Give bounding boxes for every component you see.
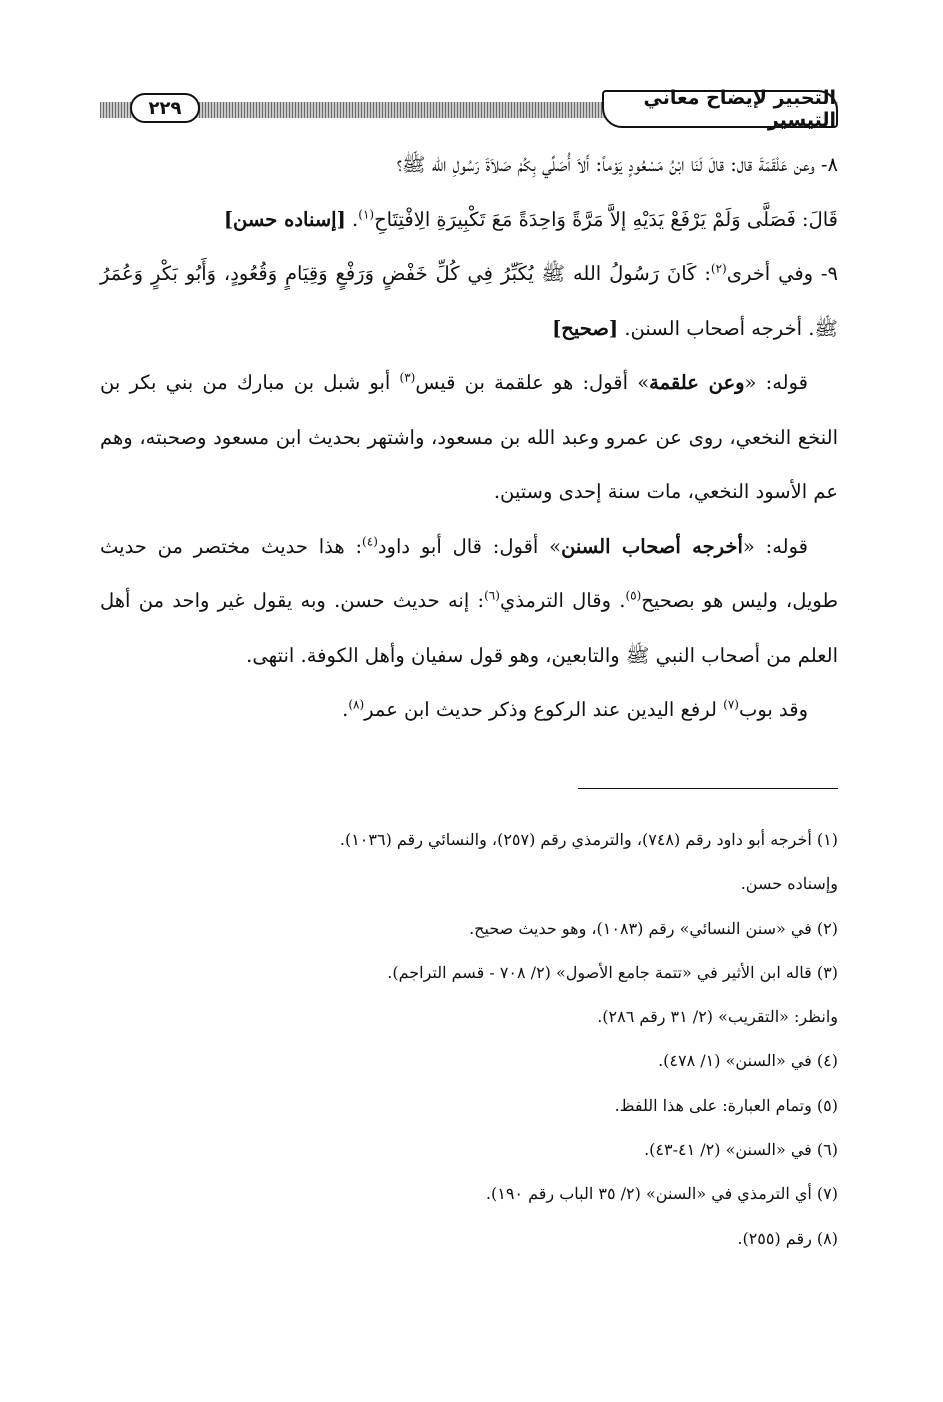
commentary-1-mid: » أقول: هو علقمة بن قيس — [415, 371, 650, 394]
footnote-ref-4[interactable]: (٤) — [362, 534, 378, 548]
hadith-9 — [100, 247, 838, 356]
hadith-9-text: : كَانَ رَسُولُ الله ﷺ يُكَبِّرُ فِي كُلِّ خَفْضٍ وَرَفْعٍ وَقِيَامٍ وَقُعُودٍ، وَأَبُو بَكْرٍ وَعُمَرُ ﷺ. أخرجه أصحاب السنن. — [100, 262, 838, 340]
footnote-1-cont: وإسناده حسن. — [740, 874, 838, 894]
footnote-ref-1[interactable]: (١) — [358, 207, 375, 221]
hadith-8: ٨- وعن عَلْقَمَةَ قال: قالَ لَنَا ابْنُ مَسْعُودٍ يَوْماً: أَلاَ أُصَلِّي بِكُمْ صَلاَةَ رَسُولِ الله ﷺ؟ قَالَ: فَصَلَّى وَلَمْ يَرْفَعْ يَدَيْهِ إلاَّ مَرَّةً وَاحِدَةً مَعَ تَكْبِيرَةِ الِافْتِتَاحِ$^{(١)}$. [إسناده حسن] — [223, 153, 838, 231]
commentary-alqama — [100, 356, 838, 520]
commentary-3-prefix: وقد بوب — [738, 698, 808, 721]
footnote-ref-7[interactable]: (٧) — [723, 697, 739, 712]
footnote-separator — [578, 788, 838, 789]
hadith-9-label: ٩- وفي أخرى — [726, 262, 838, 285]
book-title: التحبير لإيضاح معاني التيسير — [602, 90, 838, 128]
footnote-5: (٥) وتمام العبارة: على هذا اللفظ. — [614, 1095, 838, 1115]
footnote-1: (١) أخرجه أبو داود رقم (٧٤٨)، والترمذي رقم (٢٥٧)، والنسائي رقم (١٠٣٦). — [339, 830, 838, 849]
footnote-3: (٣) قاله ابن الأثير في «تتمة جامع الأصول» (٢/ ٧٠٨ - قسم التراجم). — [387, 962, 838, 982]
footnote-8: (٨) رقم (٢٥٥). — [737, 1228, 838, 1248]
commentary-2-part2: : هذا حديث مختصر من حديث طويل، وليس هو بصحيح — [100, 534, 838, 612]
footnote-ref-8[interactable]: (٨) — [348, 697, 365, 712]
footnote-2: (٢) في «سنن النسائي» رقم (١٠٨٣)، وهو حديث صحيح. — [469, 918, 838, 938]
footnotes — [100, 818, 838, 1261]
commentary-1-rest: أبو شبل بن مبارك من بني بكر بن النخع النخعي، روى عن عمرو وعبد الله بن مسعود، واشتهر بحديث ابن مسعود وصحبته، وهم عم الأسود النخعي، مات سنة إحدى وستين. — [100, 371, 838, 503]
footnote-6: (٦) في «السنن» (٢/ ٤١-٤٣). — [644, 1140, 838, 1160]
page-number: ٢٢٩ — [130, 93, 200, 123]
commentary-1-quote: وعن علقمة — [649, 371, 745, 394]
commentary-1-prefix: قوله: « — [744, 371, 808, 394]
commentary-2-quote: أخرجه أصحاب السنن — [561, 534, 743, 558]
footnote-ref-3[interactable]: (٣) — [399, 370, 416, 385]
commentary-2-prefix: قوله: « — [742, 534, 808, 558]
commentary-2-mid: » أقول: قال أبو داود — [377, 534, 562, 558]
main-text — [100, 138, 838, 738]
commentary-chapter — [100, 683, 838, 738]
running-header — [100, 88, 838, 138]
footnote-7: (٧) أي الترمذي في «السنن» (٢/ ٣٥ الباب رقم ١٩٠). — [485, 1184, 838, 1204]
footnote-3-cont: وانظر: «التقريب» (٢/ ٣١ رقم ٢٨٦). — [597, 1007, 838, 1027]
commentary-sunan — [100, 520, 838, 684]
commentary-3-mid: لرفع اليدين عند الركوع وذكر حديث ابن عمر — [364, 698, 724, 721]
commentary-2-part3: . وقال الترمذي — [499, 589, 626, 612]
footnote-4: (٤) في «السنن» (١/ ٤٧٨). — [658, 1051, 838, 1071]
hadith-8-line2: قَالَ: فَصَلَّى وَلَمْ يَرْفَعْ يَدَيْهِ إلاَّ مَرَّةً وَاحِدَةً مَعَ تَكْبِيرَةِ الِافْتِتَاحِ — [374, 207, 838, 231]
footnote-ref-6[interactable]: (٦) — [484, 588, 500, 603]
hadith-9-grade: [صحيح] — [552, 316, 619, 340]
commentary-2-part4: : إنه حديث حسن. وبه يقول غير واحد من أهل العلم من أصحاب النبي ﷺ والتابعين، وهو قول سفيان وأهل الكوفة. انتهى. — [100, 589, 838, 667]
hadith-8-line1: ٨- وعن عَلْقَمَةَ قال: قالَ لَنَا ابْنُ مَسْعُودٍ يَوْماً: أَلاَ أُصَلِّي بِكُمْ صَلاَةَ رَسُولِ الله ﷺ؟ — [396, 153, 838, 176]
hadith-8-grade: [إسناده حسن] — [223, 207, 346, 231]
footnote-ref-2[interactable]: (٢) — [710, 261, 727, 276]
footnote-ref-5[interactable]: (٥) — [625, 588, 642, 603]
commentary-3-end: . — [342, 698, 349, 721]
